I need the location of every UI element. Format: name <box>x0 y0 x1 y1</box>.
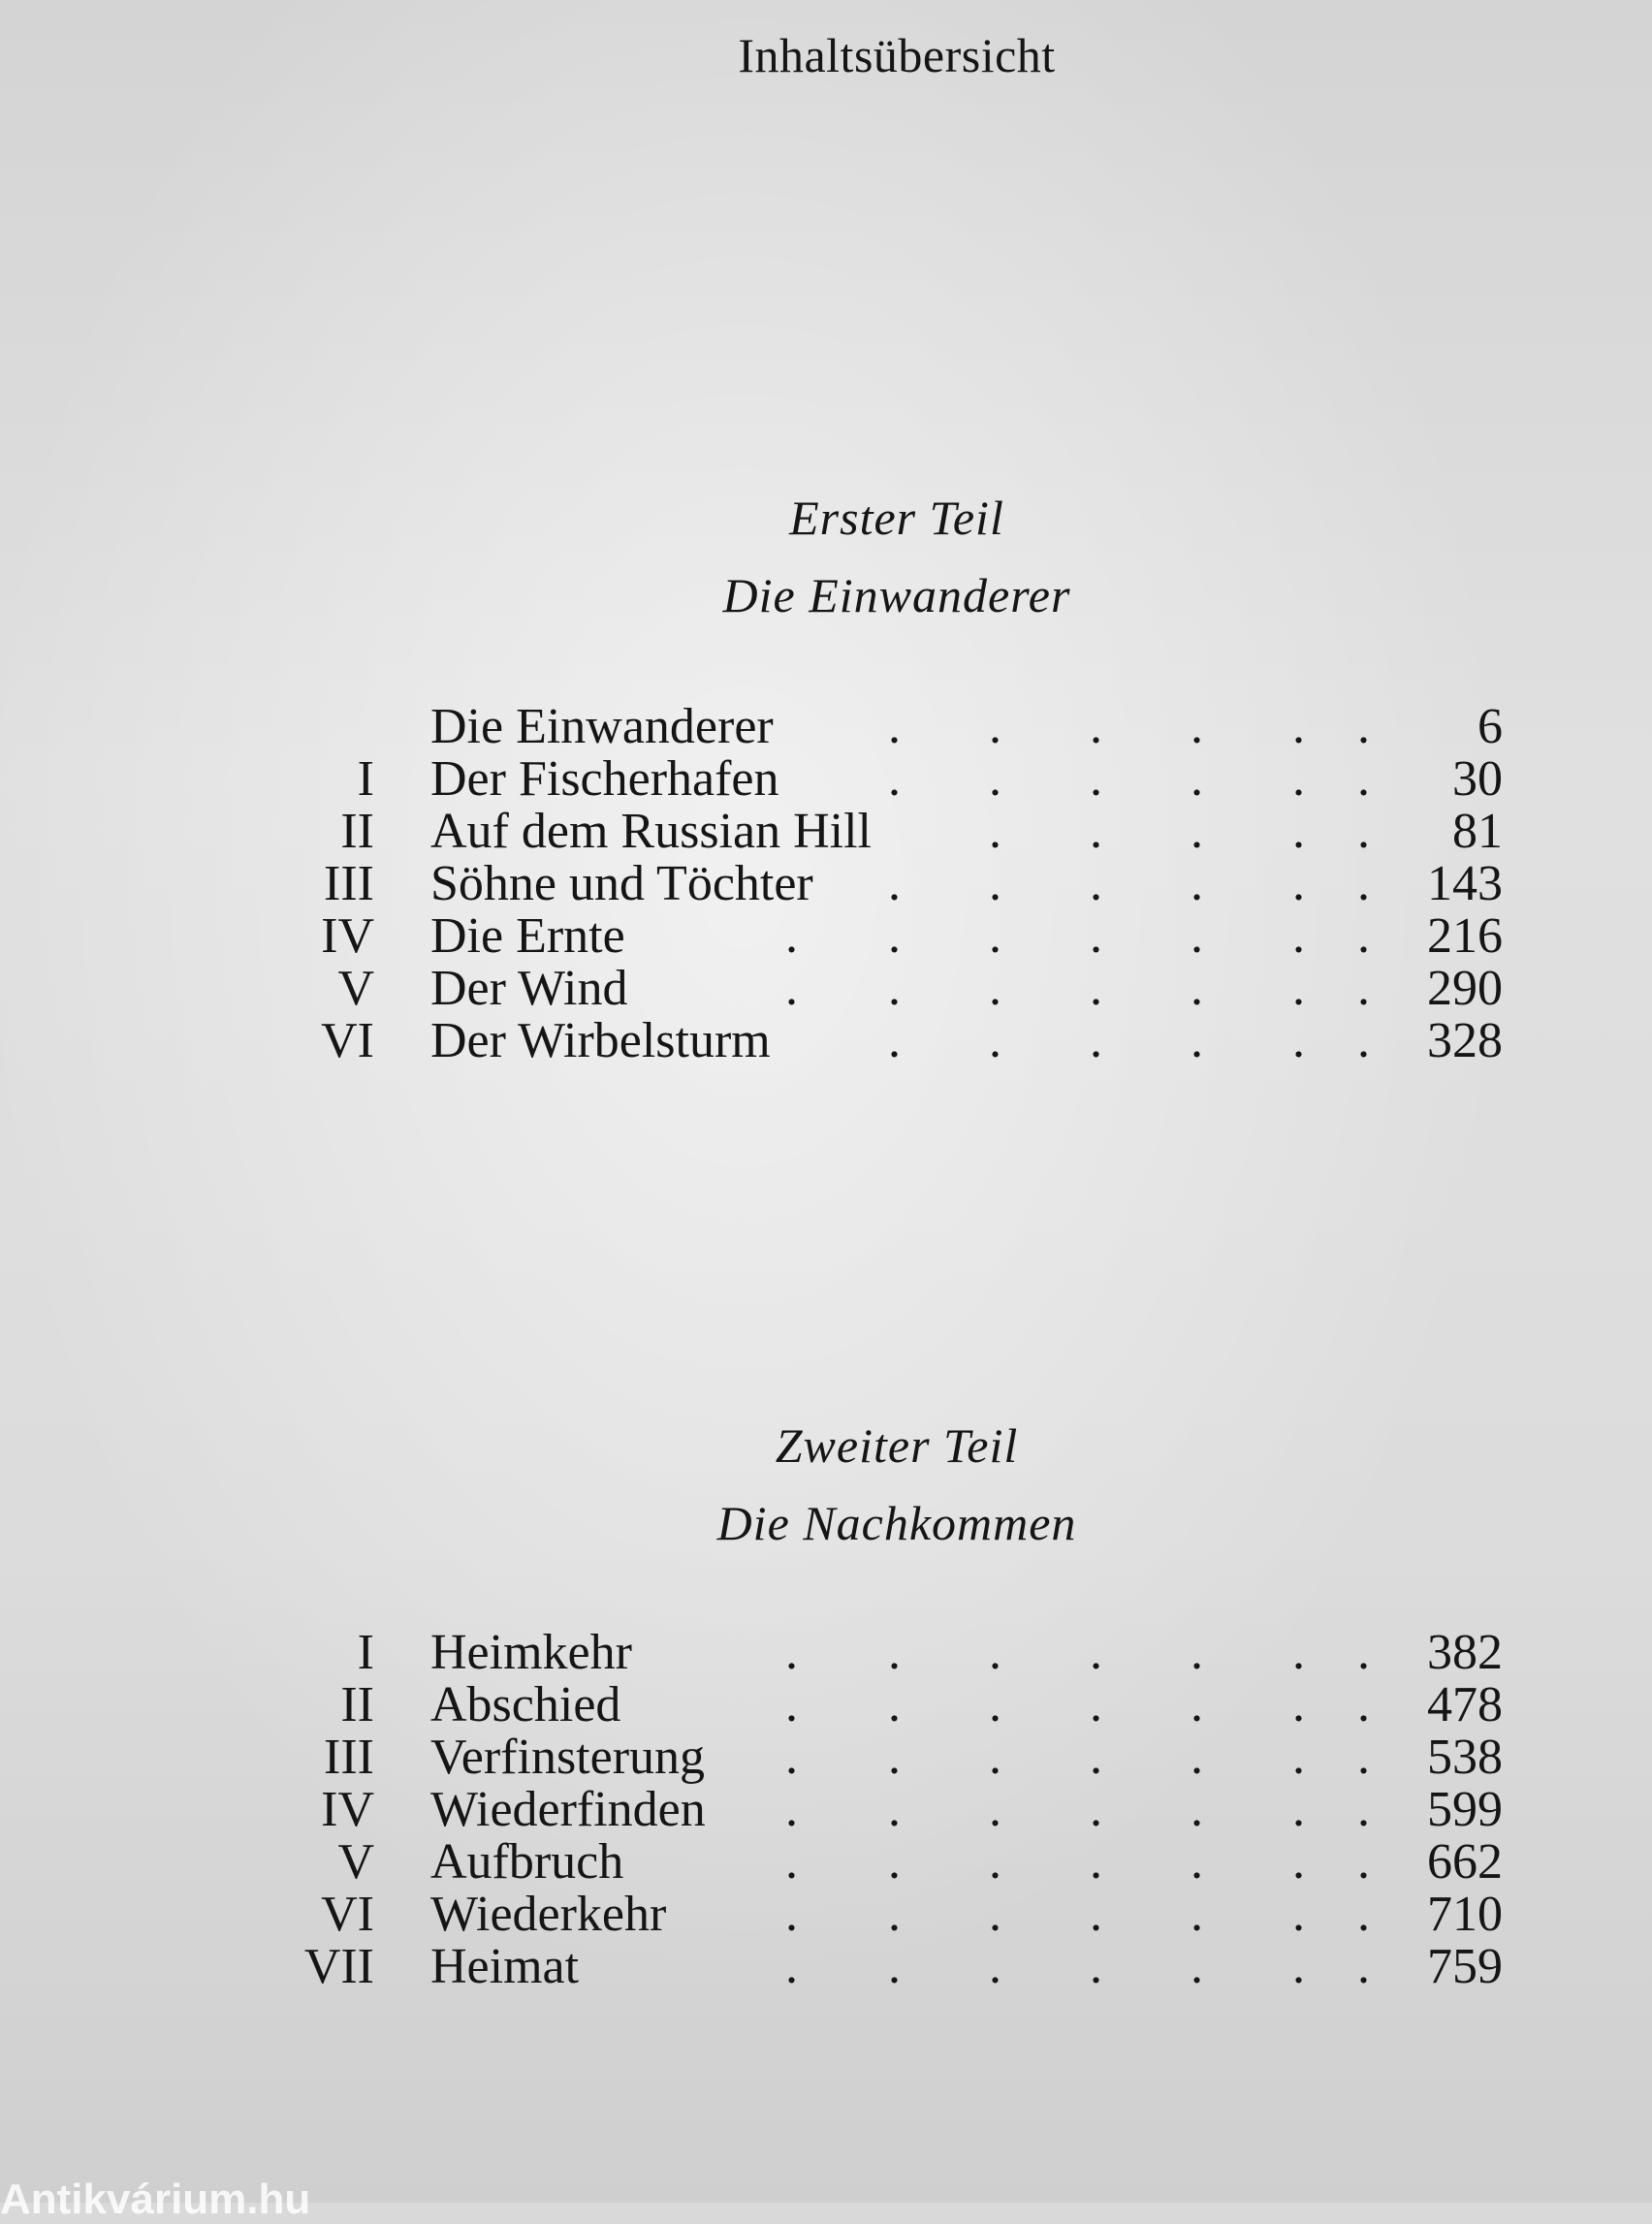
dot-leader: . . . . . . . <box>785 1625 1370 1680</box>
chapter-numeral: VI <box>321 1013 374 1068</box>
toc-entry <box>0 1833 1652 1891</box>
page-number: 143 <box>1427 856 1503 911</box>
page-number: 6 <box>1477 699 1503 754</box>
chapter-title: Der Wirbelsturm <box>430 1013 771 1068</box>
page-number: 710 <box>1427 1887 1503 1942</box>
watermark-logo: Antikvárium.hu <box>0 2176 311 2223</box>
dot-leader: . . . . . . . <box>785 1782 1370 1837</box>
chapter-title: Der Fischerhafen <box>430 751 779 807</box>
chapter-title: Abschied <box>430 1677 621 1732</box>
dot-leader: . . . . . <box>989 804 1370 859</box>
part-2-title: Zweiter Teil <box>775 1418 1019 1473</box>
toc-entry <box>0 1676 1652 1734</box>
page-number: 599 <box>1427 1782 1503 1837</box>
toc-entry <box>0 803 1652 861</box>
toc-entry <box>0 698 1652 756</box>
chapter-numeral: IV <box>321 908 374 964</box>
dot-leader: . . . . . . . <box>785 1834 1370 1890</box>
page-number: 759 <box>1427 1939 1503 1994</box>
part-2-subtitle: Die Nachkommen <box>716 1496 1077 1550</box>
page-number: 30 <box>1452 751 1503 807</box>
chapter-numeral: V <box>337 961 374 1016</box>
toc-entry <box>0 1938 1652 1996</box>
toc-entry <box>0 1886 1652 1944</box>
chapter-numeral: V <box>337 1834 374 1890</box>
part-1-subtitle: Die Einwanderer <box>722 568 1071 622</box>
dot-leader: . . . . . . . <box>785 1939 1370 1994</box>
page-number: 662 <box>1427 1834 1503 1890</box>
dot-leader: . . . . . . <box>888 699 1370 754</box>
chapter-numeral: VII <box>303 1939 374 1994</box>
page-number: 81 <box>1452 804 1503 859</box>
page-number: 216 <box>1427 908 1503 964</box>
dot-leader: . . . . . . <box>888 1013 1370 1068</box>
chapter-title: Auf dem Russian Hill <box>430 804 872 859</box>
dot-leader: . . . . . . <box>888 856 1370 911</box>
dot-leader: . . . . . . <box>888 751 1370 807</box>
page-number: 290 <box>1427 961 1503 1016</box>
chapter-numeral: I <box>357 1625 374 1680</box>
page-number: 382 <box>1427 1625 1503 1680</box>
page-number: 478 <box>1427 1677 1503 1732</box>
toc-entry <box>0 960 1652 1018</box>
dot-leader: . . . . . . . <box>785 1730 1370 1785</box>
chapter-title: Der Wind <box>430 961 628 1016</box>
chapter-title: Verfinsterung <box>430 1730 706 1785</box>
toc-entry <box>0 907 1652 966</box>
chapter-numeral: II <box>340 804 374 859</box>
dot-leader: . . . . . . . <box>785 1677 1370 1732</box>
chapter-title: Die Einwanderer <box>430 699 774 754</box>
chapter-numeral: IV <box>321 1782 374 1837</box>
toc-entry <box>0 1729 1652 1787</box>
chapter-title: Aufbruch <box>430 1834 624 1890</box>
chapter-title: Die Ernte <box>430 908 625 964</box>
toc-entry <box>0 750 1652 809</box>
chapter-title: Söhne und Töchter <box>430 856 813 911</box>
chapter-title: Wiederfinden <box>430 1782 706 1837</box>
dot-leader: . . . . . . . <box>785 908 1370 964</box>
dot-leader: . . . . . . . <box>785 961 1370 1016</box>
chapter-title: Wiederkehr <box>430 1887 667 1942</box>
chapter-numeral: I <box>357 751 374 807</box>
chapter-numeral: III <box>324 1730 374 1785</box>
chapter-title: Heimkehr <box>430 1625 632 1680</box>
page-number: 328 <box>1427 1013 1503 1068</box>
page-number: 538 <box>1427 1730 1503 1785</box>
toc-entry <box>0 1624 1652 1682</box>
chapter-numeral: III <box>324 856 374 911</box>
chapter-numeral: II <box>340 1677 374 1732</box>
dot-leader: . . . . . . . <box>785 1887 1370 1942</box>
toc-entry <box>0 1781 1652 1839</box>
toc-entry <box>0 855 1652 913</box>
part-1-title: Erster Teil <box>789 491 1004 545</box>
page-title: Inhaltsübersicht <box>738 28 1056 82</box>
chapter-title: Heimat <box>430 1939 580 1994</box>
toc-entry <box>0 1012 1652 1070</box>
chapter-numeral: VI <box>321 1887 374 1942</box>
